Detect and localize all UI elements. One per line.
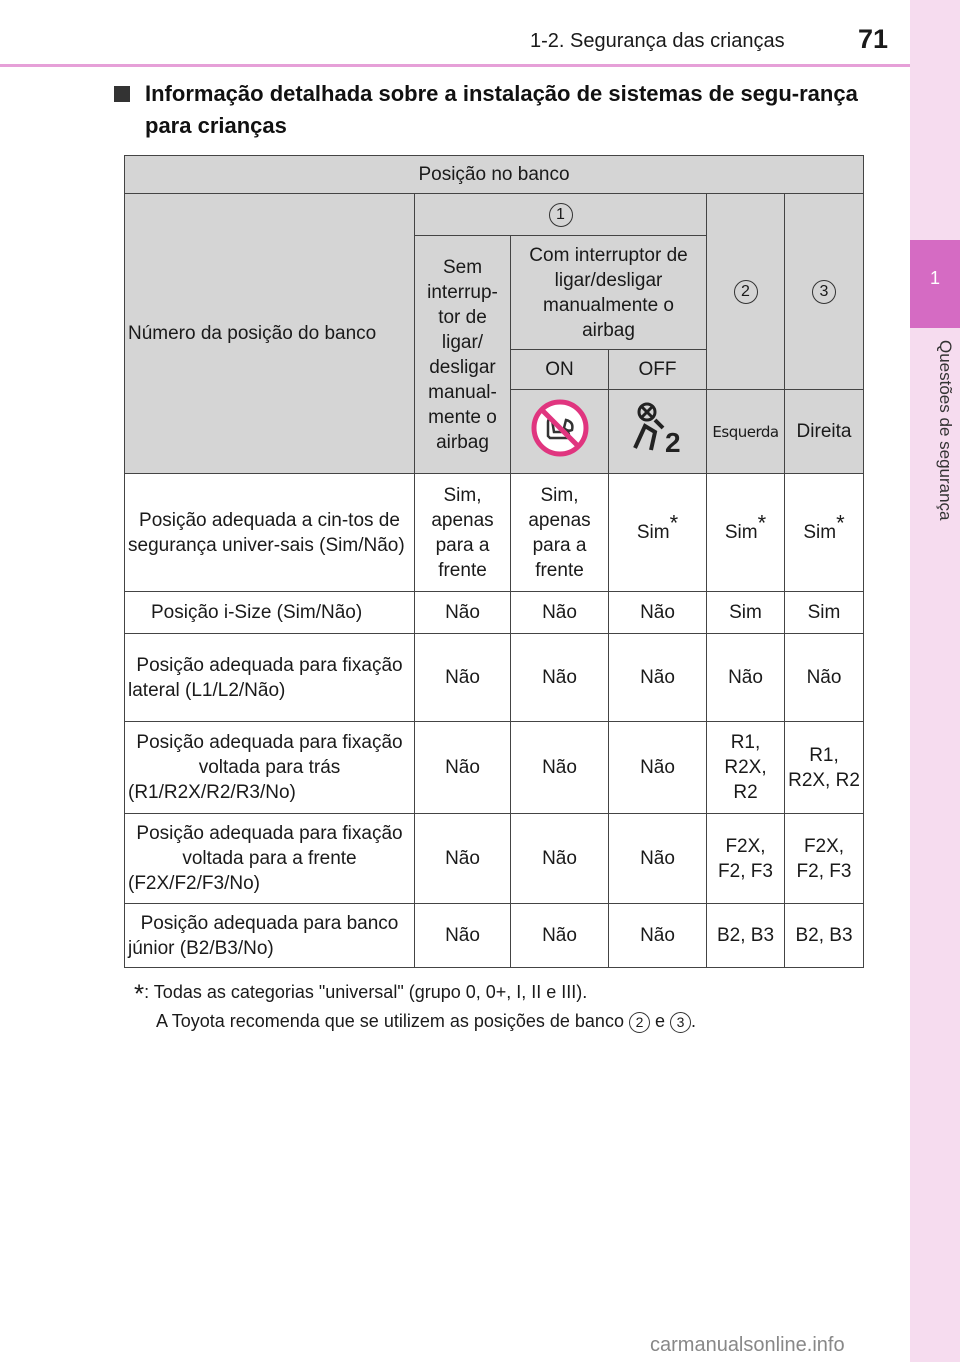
table-cell: Não bbox=[511, 634, 609, 722]
watermark: carmanualsonline.info bbox=[650, 1334, 845, 1356]
row-label: Posição adequada a cin-tos de segurança univer-sais (Sim/Não) bbox=[125, 474, 415, 592]
table-cell: Sim* bbox=[707, 474, 785, 592]
row-label: Posição adequada para fixação voltada para trás (R1/R2X/R2/R3/No) bbox=[125, 722, 415, 814]
section-title: 1-2. Segurança das crianças bbox=[530, 30, 785, 52]
table-cell: Não bbox=[609, 592, 707, 634]
asterisk-mark: * bbox=[836, 510, 845, 536]
table-cell: Não bbox=[415, 814, 511, 904]
table-cell: Não bbox=[609, 904, 707, 968]
table-cell: R1, R2X, R2 bbox=[785, 722, 864, 814]
table-row bbox=[125, 814, 864, 904]
header-divider bbox=[0, 64, 910, 67]
table-cell: Sim, apenas para a frente bbox=[415, 474, 511, 592]
table-row bbox=[125, 634, 864, 722]
airbag-off-icon bbox=[530, 398, 590, 458]
page-heading: Informação detalhada sobre a instalação de sistemas de segu-rança para crianças bbox=[145, 81, 858, 138]
table-cell: Sim* bbox=[785, 474, 864, 592]
row-label: Posição adequada para fixação voltada para a frente (F2X/F2/F3/No) bbox=[125, 814, 415, 904]
no-switch-header: Sem interrup-tor de ligar/ desligar manual-mente o airbag bbox=[415, 236, 511, 474]
table-row bbox=[125, 474, 864, 592]
circled-number-3: 3 bbox=[670, 1012, 691, 1033]
position-1-header bbox=[415, 194, 707, 236]
table-cell: B2, B3 bbox=[785, 904, 864, 968]
row-label: Posição adequada para fixação lateral (L1/L2/Não) bbox=[125, 634, 415, 722]
table-row bbox=[125, 722, 864, 814]
side-tab-number: 1 bbox=[929, 268, 940, 288]
circled-number-2: 2 bbox=[734, 280, 758, 304]
table-cell: Não bbox=[511, 904, 609, 968]
table-cell: Não bbox=[785, 634, 864, 722]
table-cell: Não bbox=[609, 814, 707, 904]
table-cell: Não bbox=[415, 592, 511, 634]
table-cell: F2X, F2, F3 bbox=[707, 814, 785, 904]
table-cell: Sim bbox=[707, 592, 785, 634]
table-cell: Sim, apenas para a frente bbox=[511, 474, 609, 592]
seat-number-label: Número da posição do banco bbox=[125, 194, 415, 474]
table-cell: Não bbox=[511, 592, 609, 634]
bullet-square-icon bbox=[114, 86, 130, 102]
airbag-passenger-off-icon bbox=[625, 398, 691, 458]
table-cell: F2X, F2, F3 bbox=[785, 814, 864, 904]
with-switch-header: Com interruptor de ligar/desligar manualmente o airbag bbox=[511, 236, 707, 350]
table-row bbox=[125, 592, 864, 634]
table-row bbox=[125, 904, 864, 968]
child-seat-table bbox=[124, 155, 864, 968]
table-cell: Não bbox=[511, 722, 609, 814]
asterisk-mark: * bbox=[669, 510, 679, 536]
table-cell: R1, R2X, R2 bbox=[707, 722, 785, 814]
circled-number-1: 1 bbox=[549, 203, 573, 227]
table-top-header: Posição no banco bbox=[125, 156, 864, 194]
row-label: Posição i-Size (Sim/Não) bbox=[125, 592, 415, 634]
footnote-asterisk: * bbox=[134, 978, 145, 1009]
table-cell: Não bbox=[707, 634, 785, 722]
table-cell: Não bbox=[609, 722, 707, 814]
svg-text:2: 2 bbox=[664, 427, 681, 458]
left-header: Esquerda bbox=[707, 390, 785, 474]
position-3-header bbox=[785, 194, 864, 390]
side-tab-label: Questões de segurança bbox=[936, 340, 955, 521]
position-2-header bbox=[707, 194, 785, 390]
table-cell: Não bbox=[415, 634, 511, 722]
on-header: ON bbox=[511, 350, 609, 390]
footnote bbox=[134, 978, 696, 1035]
airbag-passenger-off-icon-cell bbox=[609, 390, 707, 474]
table-cell: Não bbox=[511, 814, 609, 904]
off-header: OFF bbox=[609, 350, 707, 390]
table-cell: Sim bbox=[785, 592, 864, 634]
table-cell: Não bbox=[609, 634, 707, 722]
circled-number-2: 2 bbox=[629, 1012, 650, 1033]
asterisk-mark: * bbox=[757, 510, 767, 536]
side-tab bbox=[910, 0, 960, 1362]
table-cell: Não bbox=[415, 904, 511, 968]
right-header: Direita bbox=[785, 390, 864, 474]
circled-number-3: 3 bbox=[812, 280, 836, 304]
page-number: 71 bbox=[858, 24, 889, 54]
footnote-line-1: *: Todas as categorias "universal" (grupo 0, 0+, I, II e III). bbox=[134, 978, 588, 1009]
table-cell: Sim* bbox=[609, 474, 707, 592]
row-label: Posição adequada para banco júnior (B2/B3/No) bbox=[125, 904, 415, 968]
footnote-line-2: A Toyota recomenda que se utilizem as posições de banco 2 e 3 . bbox=[156, 1011, 697, 1032]
airbag-off-icon-cell bbox=[511, 390, 609, 474]
table-cell: Não bbox=[415, 722, 511, 814]
table-cell: B2, B3 bbox=[707, 904, 785, 968]
